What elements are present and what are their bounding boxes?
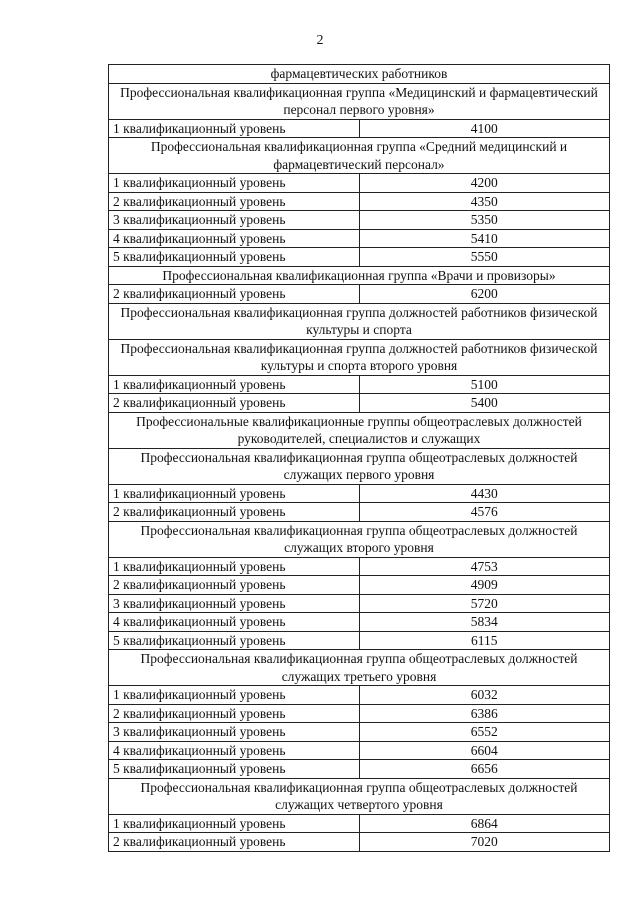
salary-value: 5720 — [359, 594, 610, 613]
salary-value: 4576 — [359, 503, 610, 522]
table-row — [109, 229, 610, 248]
salary-value: 5550 — [359, 248, 610, 267]
qualification-level: 5 квалификационный уровень — [109, 248, 360, 267]
qualification-level: 3 квалификационный уровень — [109, 211, 360, 230]
group-title: Профессиональная квалификационная группа «Врачи и провизоры» — [109, 266, 610, 285]
qualification-level: 5 квалификационный уровень — [109, 760, 360, 779]
salary-value: 4430 — [359, 484, 610, 503]
salary-value: 4350 — [359, 192, 610, 211]
group-title: Профессиональная квалификационная группа «Медицинский и фармацевтический персонал первого уровня» — [109, 83, 610, 119]
qualification-level: 4 квалификационный уровень — [109, 229, 360, 248]
table-row — [109, 375, 610, 394]
table-row — [109, 576, 610, 595]
group-title: Профессиональная квалификационная группа «Средний медицинский и фармацевтический персонал» — [109, 138, 610, 174]
table-row — [109, 503, 610, 522]
qualification-level: 2 квалификационный уровень — [109, 503, 360, 522]
salary-table — [108, 64, 610, 852]
group-header-row — [109, 412, 610, 448]
salary-value: 5834 — [359, 613, 610, 632]
salary-value: 6032 — [359, 686, 610, 705]
salary-value: 7020 — [359, 833, 610, 852]
qualification-level: 4 квалификационный уровень — [109, 741, 360, 760]
qualification-level: 1 квалификационный уровень — [109, 174, 360, 193]
table-row — [109, 557, 610, 576]
group-title: Профессиональная квалификационная группа должностей работников физической культуры и спорта — [109, 303, 610, 339]
group-title: Профессиональные квалификационные группы общеотраслевых должностей руководителей, специалистов и служащих — [109, 412, 610, 448]
group-title: Профессиональная квалификационная группа должностей работников физической культуры и спорта второго уровня — [109, 339, 610, 375]
qualification-level: 2 квалификационный уровень — [109, 833, 360, 852]
group-header-row — [109, 266, 610, 285]
salary-value: 4100 — [359, 119, 610, 138]
qualification-level: 1 квалификационный уровень — [109, 557, 360, 576]
salary-value: 6386 — [359, 704, 610, 723]
qualification-level: 3 квалификационный уровень — [109, 594, 360, 613]
table-row — [109, 594, 610, 613]
table-row — [109, 631, 610, 650]
table-row — [109, 285, 610, 304]
table-row — [109, 704, 610, 723]
salary-value: 4909 — [359, 576, 610, 595]
table-row — [109, 174, 610, 193]
table-row — [109, 192, 610, 211]
salary-value: 5350 — [359, 211, 610, 230]
qualification-level: 1 квалификационный уровень — [109, 686, 360, 705]
salary-value: 4200 — [359, 174, 610, 193]
group-header-row — [109, 448, 610, 484]
group-header-row — [109, 650, 610, 686]
group-title: Профессиональная квалификационная группа общеотраслевых должностей служащих третьего уровня — [109, 650, 610, 686]
table-row — [109, 741, 610, 760]
salary-value: 5410 — [359, 229, 610, 248]
table-row — [109, 211, 610, 230]
qualification-level: 2 квалификационный уровень — [109, 394, 360, 413]
salary-value: 6552 — [359, 723, 610, 742]
group-title: Профессиональная квалификационная группа общеотраслевых должностей служащих четвертого уровня — [109, 778, 610, 814]
table-row — [109, 833, 610, 852]
salary-value: 5100 — [359, 375, 610, 394]
group-header-row — [109, 339, 610, 375]
salary-value: 6604 — [359, 741, 610, 760]
qualification-level: 1 квалификационный уровень — [109, 375, 360, 394]
salary-value: 5400 — [359, 394, 610, 413]
salary-value: 6864 — [359, 814, 610, 833]
qualification-level: 1 квалификационный уровень — [109, 484, 360, 503]
table-row — [109, 394, 610, 413]
table-row — [109, 484, 610, 503]
group-title: фармацевтических работников — [109, 65, 610, 84]
table-row — [109, 119, 610, 138]
qualification-level: 2 квалификационный уровень — [109, 285, 360, 304]
salary-value: 6115 — [359, 631, 610, 650]
salary-value: 6200 — [359, 285, 610, 304]
table-row — [109, 814, 610, 833]
salary-value: 6656 — [359, 760, 610, 779]
table-row — [109, 723, 610, 742]
qualification-level: 1 квалификационный уровень — [109, 814, 360, 833]
qualification-level: 1 квалификационный уровень — [109, 119, 360, 138]
group-title: Профессиональная квалификационная группа общеотраслевых должностей служащих второго уровня — [109, 521, 610, 557]
salary-value: 4753 — [359, 557, 610, 576]
table-row — [109, 613, 610, 632]
table-row — [109, 686, 610, 705]
qualification-level: 2 квалификационный уровень — [109, 576, 360, 595]
qualification-level: 3 квалификационный уровень — [109, 723, 360, 742]
page-number: 2 — [316, 33, 324, 48]
qualification-level: 5 квалификационный уровень — [109, 631, 360, 650]
group-header-row — [109, 778, 610, 814]
table-row — [109, 760, 610, 779]
group-header-row — [109, 65, 610, 84]
group-header-row — [109, 83, 610, 119]
qualification-level: 2 квалификационный уровень — [109, 704, 360, 723]
group-header-row — [109, 521, 610, 557]
group-header-row — [109, 138, 610, 174]
group-header-row — [109, 303, 610, 339]
salary-table-body — [109, 65, 610, 852]
table-row — [109, 248, 610, 267]
qualification-level: 2 квалификационный уровень — [109, 192, 360, 211]
group-title: Профессиональная квалификационная группа общеотраслевых должностей служащих первого уровня — [109, 448, 610, 484]
qualification-level: 4 квалификационный уровень — [109, 613, 360, 632]
